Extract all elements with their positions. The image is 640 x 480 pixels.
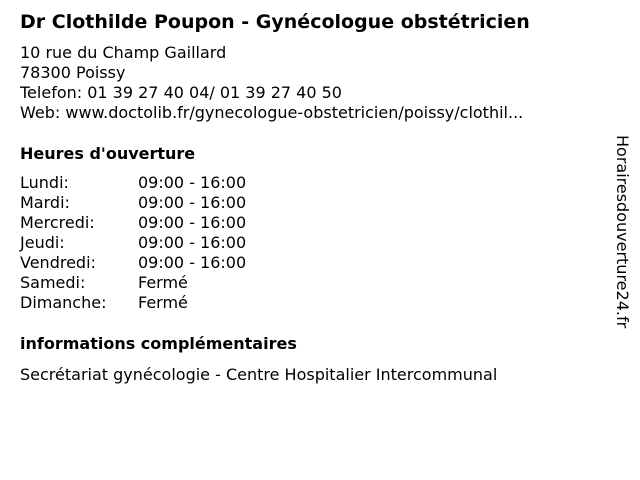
phone-line: Telefon: 01 39 27 40 04/ 01 39 27 40 50 <box>20 83 342 102</box>
hours-heading: Heures d'ouverture <box>20 144 196 163</box>
hours-row-friday <box>20 253 420 273</box>
web-line[interactable]: Web: www.doctolib.fr/gynecologue-obstetricien/poissy/clothil... <box>20 103 524 122</box>
hours-time: 09:00 - 16:00 <box>138 253 247 272</box>
watermark-text: Horairesdouverture24.fr <box>613 135 632 329</box>
hours-time: 09:00 - 16:00 <box>138 233 247 252</box>
hours-day: Dimanche: <box>20 293 107 312</box>
info-text: Secrétariat gynécologie - Centre Hospitalier Intercommunal <box>20 365 498 384</box>
hours-row-sunday <box>20 293 420 313</box>
hours-row-tuesday <box>20 193 420 213</box>
hours-row-saturday <box>20 273 420 293</box>
hours-time: 09:00 - 16:00 <box>138 213 247 232</box>
address-line-2: 78300 Poissy <box>20 63 126 82</box>
hours-row-thursday <box>20 233 420 253</box>
hours-time: Fermé <box>138 273 188 292</box>
business-title: Dr Clothilde Poupon - Gynécologue obstétricien <box>20 11 530 33</box>
hours-time: 09:00 - 16:00 <box>138 173 247 192</box>
hours-day: Lundi: <box>20 173 69 192</box>
side-watermark <box>612 135 632 345</box>
hours-time: Fermé <box>138 293 188 312</box>
address-line-1: 10 rue du Champ Gaillard <box>20 43 227 62</box>
hours-day: Samedi: <box>20 273 86 292</box>
hours-day: Mardi: <box>20 193 70 212</box>
hours-row-monday <box>20 173 420 193</box>
hours-day: Vendredi: <box>20 253 96 272</box>
info-heading: informations complémentaires <box>20 334 297 353</box>
hours-time: 09:00 - 16:00 <box>138 193 247 212</box>
hours-day: Mercredi: <box>20 213 95 232</box>
hours-day: Jeudi: <box>20 233 65 252</box>
hours-row-wednesday <box>20 213 420 233</box>
